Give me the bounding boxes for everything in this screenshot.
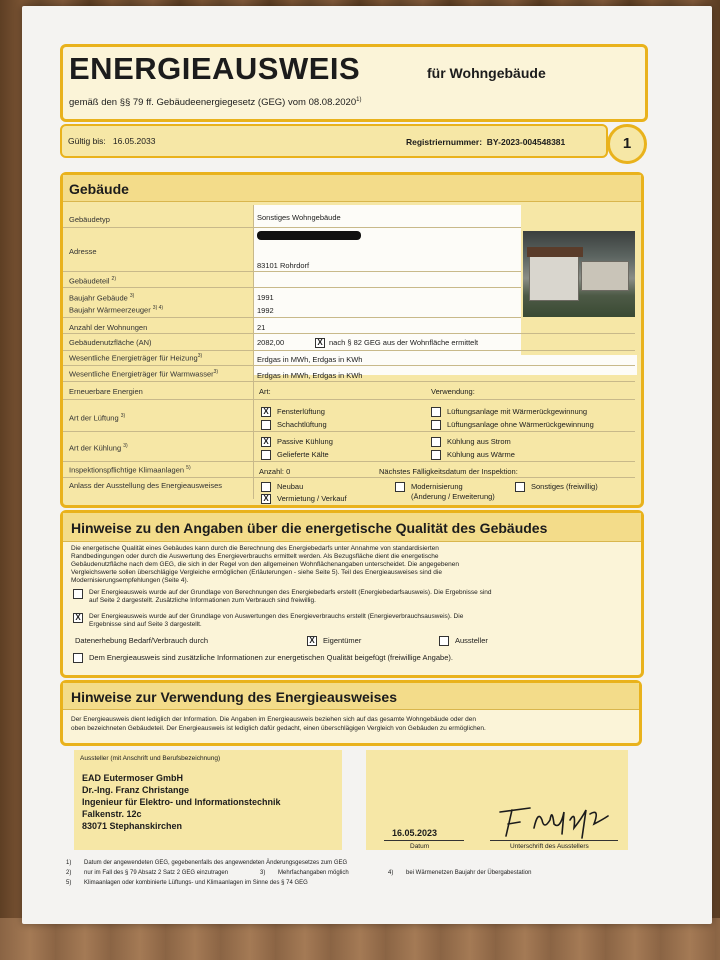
checkbox-passive-kuehlung[interactable]: X bbox=[261, 437, 271, 447]
document-title: ENERGIEAUSWEIS bbox=[69, 51, 361, 86]
option-sonstiges: Sonstiges (freiwillig) bbox=[531, 482, 598, 491]
checkbox-neubau[interactable] bbox=[261, 482, 271, 492]
document-page bbox=[22, 6, 712, 924]
issue-date-label: Datum bbox=[410, 843, 430, 850]
value-baujahr: 1991 bbox=[257, 293, 274, 302]
title-box bbox=[60, 44, 648, 122]
law-reference: gemäß den §§ 79 ff. Gebäudeenergiegesetz (GEG) vom 08.08.2020$^{1)}$ bbox=[69, 97, 362, 109]
option-gelieferte-kaelte: Gelieferte Kälte bbox=[277, 450, 329, 459]
aussteller-label: Aussteller (mit Anschrift und Berufsbezeichnung) bbox=[80, 755, 221, 762]
checkbox-eigentuemer[interactable]: X bbox=[307, 636, 317, 646]
signature-label: Unterschrift des Ausstellers bbox=[510, 843, 589, 850]
option-modernisierung: Modernisierung (Änderung / Erweiterung) bbox=[411, 482, 495, 501]
checkbox-bedarfsausweis[interactable] bbox=[73, 589, 83, 599]
option-ohne-wrg: Lüftungsanlage ohne Wärmerückgewinnung bbox=[447, 420, 594, 429]
checkbox-kuehlung-strom[interactable] bbox=[431, 437, 441, 447]
option-kuehlung-waerme: Kühlung aus Wärme bbox=[447, 450, 515, 459]
label-klimaanlagen: Inspektionspflichtige Klimaanlagen $^{5)}$ bbox=[69, 465, 191, 475]
erneuerbar-verwendung: Verwendung: bbox=[431, 387, 475, 396]
checkbox-zusatzinfo[interactable] bbox=[73, 653, 83, 663]
checkbox-vermietung[interactable]: X bbox=[261, 494, 271, 504]
label-baujahr: Baujahr Gebäude $^{3)}$ bbox=[69, 293, 135, 303]
label-anlass: Anlass der Ausstellung des Energieausweises bbox=[69, 481, 223, 490]
option-passive-kuehlung: Passive Kühlung bbox=[277, 437, 333, 446]
footnotes: 1) Datum der angewendeten GEG, gegebenenfalls des angewendeten Änderungsgesetzes zum GEG 2) nur im Fall des § 79 Absatz 2 Satz 2 GEG einzutragen 3) Mehrfachangaben möglich 4) bei Wärmenetzen Baujahr der Übergabestation 5) Klimaanlagen oder kombinierte Lüftungs- und Klimaanlagen im Sinne des § 74 GEG bbox=[66, 860, 532, 886]
value-wohnungen: 21 bbox=[257, 323, 266, 332]
label-baujahr-waermeerzeuger: Baujahr Wärmeerzeuger $^{3) 4)}$ bbox=[69, 305, 164, 315]
validity-bar bbox=[60, 124, 608, 158]
hinweise-verwendung-section bbox=[60, 680, 642, 746]
gebaeude-heading: Gebäude bbox=[69, 181, 129, 197]
klima-faelligkeit: Nächstes Fälligkeitsdatum der Inspektion: bbox=[379, 467, 518, 476]
aussteller-address: EAD Eutermoser GmbH Dr.-Ing. Franz Christange Ingenieur für Elektro- und Informationstechnik Falkenstr. 12c 83071 Stephanskirchen bbox=[82, 773, 281, 831]
label-kuehlung: Art der Kühlung $^{3)}$ bbox=[69, 443, 128, 453]
option-kuehlung-strom: Kühlung aus Strom bbox=[447, 437, 511, 446]
label-gebaeudeteil: Gebäudeteil $^{2)}$ bbox=[69, 276, 116, 286]
floor-background bbox=[0, 918, 720, 960]
checkbox-wohnflaeche[interactable]: X bbox=[315, 338, 325, 348]
checkbox-aussteller[interactable] bbox=[439, 636, 449, 646]
erneuerbar-art: Art: bbox=[259, 387, 271, 396]
label-gebaeudetyp: Gebäudetyp bbox=[69, 215, 110, 224]
checkbox-gelieferte-kaelte[interactable] bbox=[261, 450, 271, 460]
option-eigentuemer: Eigentümer bbox=[323, 636, 362, 645]
aussteller-box bbox=[74, 750, 342, 850]
redacted-street bbox=[257, 231, 361, 240]
option-aussteller: Aussteller bbox=[455, 636, 488, 645]
page-number-badge: 1 bbox=[607, 124, 647, 164]
klima-anzahl: Anzahl: 0 bbox=[259, 467, 291, 476]
checkbox-sonstiges[interactable] bbox=[515, 482, 525, 492]
hinweise-qualitaet-section bbox=[60, 510, 644, 678]
gebaeude-header bbox=[63, 175, 641, 202]
gebaeude-section bbox=[60, 172, 644, 508]
option-verbrauchsausweis: Der Energieausweis wurde auf der Grundlage von Auswertungen des Energieverbrauchs erstellt (Energieverbrauchsausweis). Die Ergebnisse sind auf Seite 3 dargestellt. bbox=[89, 613, 464, 628]
label-wohnungen: Anzahl der Wohnungen bbox=[69, 323, 148, 332]
flaeche-note: nach § 82 GEG aus der Wohnfläche ermittelt bbox=[329, 338, 479, 347]
building-photo bbox=[523, 231, 635, 317]
label-lueftung: Art der Lüftung $^{3)}$ bbox=[69, 413, 126, 423]
label-erneuerbar: Erneuerbare Energien bbox=[69, 387, 143, 396]
registration-number: Registriernummer: BY-2023-004548381 bbox=[406, 137, 566, 147]
option-schachtlueftung: Schachtlüftung bbox=[277, 420, 327, 429]
signature-box bbox=[366, 750, 628, 850]
option-bedarfsausweis: Der Energieausweis wurde auf der Grundlage von Berechnungen des Energiebedarfs erstellt (Energiebedarfsausweis). Die Ergebnisse sind auf Seite 2 dargestellt. Zusätzliche Informationen zum Verbrauch sind freiwillig. bbox=[89, 589, 492, 604]
label-nutzflaeche: Gebäudenutzfläche (AN) bbox=[69, 338, 152, 347]
label-warmwasser: Wesentliche Energieträger für Warmwasser$^{3)}$ bbox=[69, 369, 219, 379]
value-warmwasser: Erdgas in MWh, Erdgas in KWh bbox=[257, 371, 363, 380]
document-subtitle: für Wohngebäude bbox=[427, 65, 546, 81]
option-zusatzinfo: Dem Energieausweis sind zusätzliche Informationen zur energetischen Qualität beigefügt (freiwillige Angabe). bbox=[89, 653, 453, 662]
valid-until: Gültig bis: 16.05.2033 bbox=[68, 136, 156, 146]
checkbox-fensterlueftung[interactable]: X bbox=[261, 407, 271, 417]
hinweise-qualitaet-text: Die energetische Qualität eines Gebäudes kann durch die Berechnung des Energiebedarfs unter Annahme von standardisierten Randbedingungen oder durch die Auswertung des Energieverbrauchs ermittelt werden. Als Bezugsfläche dient die energetische Gebäudenutzfläche nach dem GEG, die sich in der Regel von den allgemeinen Wohnflächenangaben unterscheidet. Die angegebenen Vergleichswerte sollen überschlägige Vergleiche ermöglichen (Erläuterungen - siehe Seite 5). Teil des Energieausweises sind die Modernisierungsempfehlungen (Seite 4). bbox=[71, 545, 459, 584]
issue-date: 16.05.2023 bbox=[392, 828, 438, 838]
checkbox-kuehlung-waerme[interactable] bbox=[431, 450, 441, 460]
hinweise-verwendung-heading: Hinweise zur Verwendung des Energieausweises bbox=[71, 689, 398, 705]
checkbox-verbrauchsausweis[interactable]: X bbox=[73, 613, 83, 623]
option-neubau: Neubau bbox=[277, 482, 304, 491]
label-heizung: Wesentliche Energieträger für Heizung$^{3)}$ bbox=[69, 353, 203, 363]
value-nutzflaeche: 2082,00 bbox=[257, 338, 285, 347]
checkbox-ohne-wrg[interactable] bbox=[431, 420, 441, 430]
label-adresse: Adresse bbox=[69, 247, 97, 256]
option-vermietung: Vermietung / Verkauf bbox=[277, 494, 347, 503]
checkbox-modernisierung[interactable] bbox=[395, 482, 405, 492]
value-adresse: 83101 Rohrdorf bbox=[257, 261, 310, 270]
signature-image bbox=[490, 790, 616, 840]
hinweise-qualitaet-heading: Hinweise zu den Angaben über die energetische Qualität des Gebäudes bbox=[71, 520, 548, 536]
hinweise-verwendung-text: Der Energieausweis dient lediglich der Information. Die Angaben im Energieausweis beziehen sich auf das gesamte Wohngebäude oder den oben bezeichneten Gebäudeteil. Der Energieausweis ist lediglich dafür gedacht, einen überschlägigen Vergleich von Gebäuden zu ermöglichen. bbox=[71, 716, 486, 732]
checkbox-schachtlueftung[interactable] bbox=[261, 420, 271, 430]
value-baujahr-waermeerzeuger: 1992 bbox=[257, 306, 274, 315]
option-mit-wrg: Lüftungsanlage mit Wärmerückgewinnung bbox=[447, 407, 588, 416]
checkbox-mit-wrg[interactable] bbox=[431, 407, 441, 417]
option-fensterlueftung: Fensterlüftung bbox=[277, 407, 325, 416]
value-heizung: Erdgas in MWh, Erdgas in KWh bbox=[257, 355, 363, 364]
value-gebaeudetyp: Sonstiges Wohngebäude bbox=[257, 213, 341, 222]
datenerhebung-label: Datenerhebung Bedarf/Verbrauch durch bbox=[75, 636, 209, 645]
